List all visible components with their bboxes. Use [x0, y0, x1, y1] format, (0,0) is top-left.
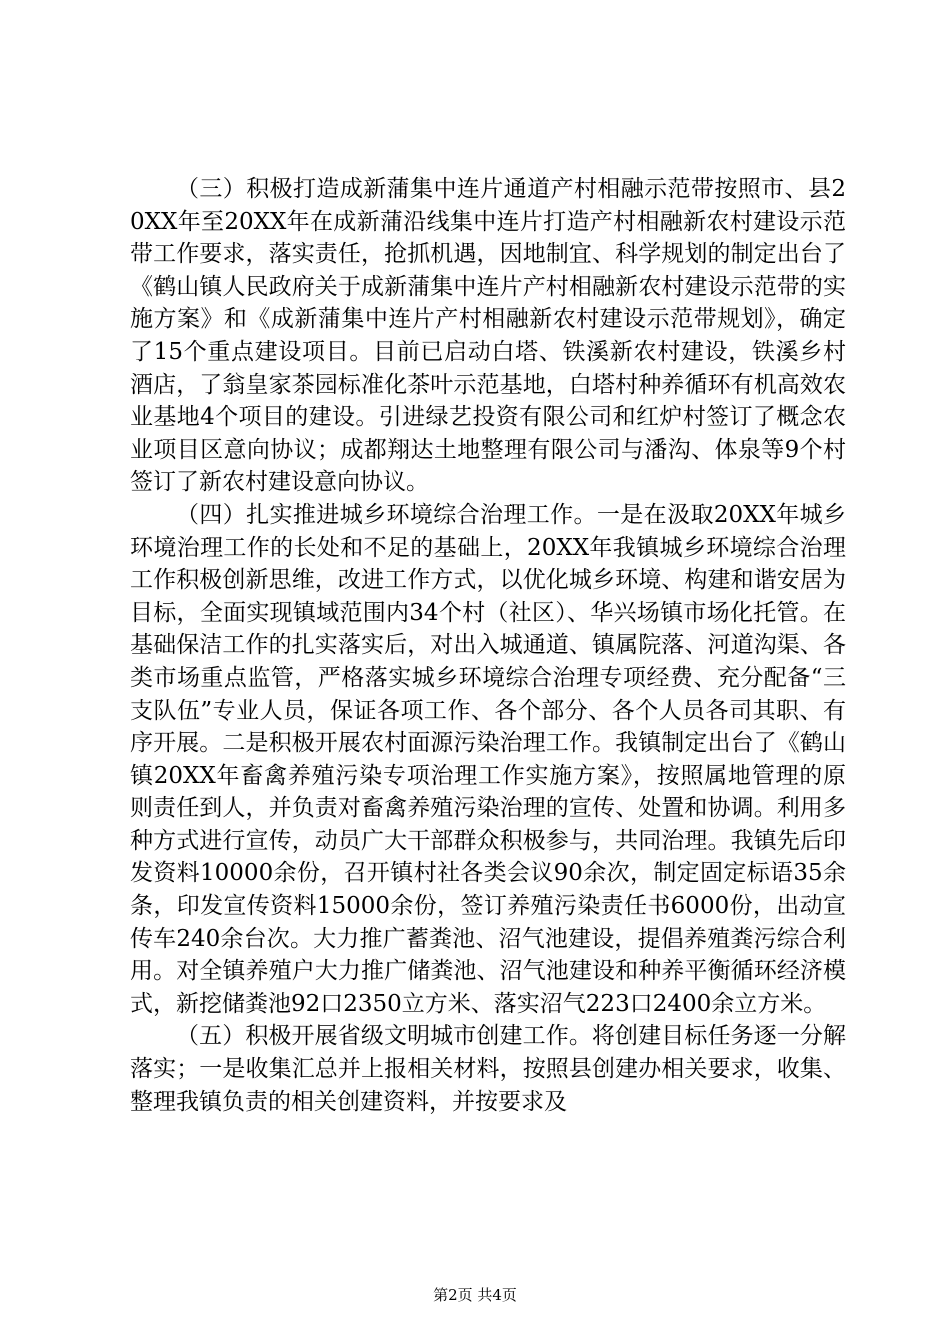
paragraph-section-5: （五）积极开展省级文明城市创建工作。将创建目标任务逐一分解落实；一是收集汇总并上报相关材料，按照县创建办相关要求，收集、整理我镇负责的相关创建资料，并按要求及 [130, 1023, 846, 1115]
paragraph-section-4: （四）扎实推进城乡环境综合治理工作。一是在汲取20XX年城乡环境治理工作的长处和不足的基础上，20XX年我镇城乡环境综合治理工作积极创新思维，改进工作方式，以优化城乡环境、构建和谐安居为目标，全面实现镇域范围内34个村（社区）、华兴场镇市场化托管。在基础保洁工作的扎实落实后，对出入城通道、镇属院落、河道沟渠、各类市场重点监管，严格落实城乡环境综合治理专项经费、充分配备“三支队伍”专业人员，保证各项工作、各个部分、各个人员各司其职、有序开展。二是积极开展农村面源污染治理工作。我镇制定出台了《鹤山镇20XX年畜禽养殖污染专项治理工作实施方案》，按照属地管理的原则责任到人，并负责对畜禽养殖污染治理的宣传、处置和协调。利用多种方式进行宣传，动员广大干部群众积极参与，共同治理。我镇先后印发资料10000余份，召开镇村社各类会议90余次，制定固定标语35余条，印发宣传资料15000余份，签订养殖污染责任书6000份，出动宣传车240余台次。大力推广蓄粪池、沼气池建设，提倡养殖粪污综合利用。对全镇养殖户大力推广储粪池、沼气池建设和种养平衡循环经济模式，新挖储粪池92口2350立方米、落实沼气223口2400余立方米。 [130, 501, 846, 1017]
paragraph-section-3: （三）积极打造成新蒲集中连片通道产村相融示范带按照市、县20XX年至20XX年在成新蒲沿线集中连片打造产村相融新农村建设示范带工作要求，落实责任，抢抓机遇，因地制宜、科学规划的制定出台了《鹤山镇人民政府关于成新蒲集中连片产村相融新农村建设示范带的实施方案》和《成新蒲集中连片产村相融新农村建设示范带规划》，确定了15个重点建设项目。目前已启动白塔、铁溪新农村建设，铁溪乡村酒店，了翁皇家茶园标准化茶叶示范基地，白塔村种养循环有机高效农业基地4个项目的建设。引进绿艺投资有限公司和红炉村签订了概念农业项目区意向协议；成都翔达土地整理有限公司与潘沟、体泉等9个村签订了新农村建设意向协议。 [130, 176, 846, 496]
page-footer: 第2页 共4页 [433, 1286, 517, 1304]
document-body [130, 173, 846, 1118]
